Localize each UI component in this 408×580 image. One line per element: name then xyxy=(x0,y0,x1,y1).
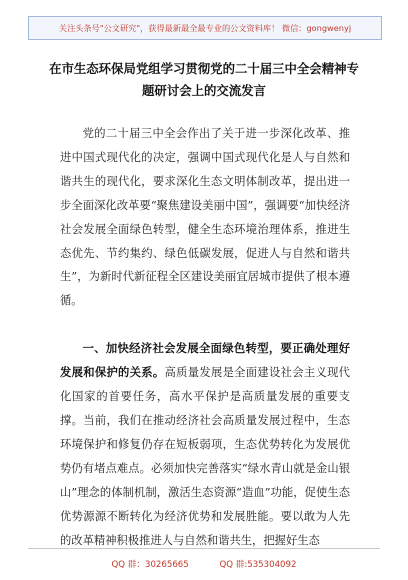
section-heading: 一、加快经济社会发展全面绿色转型，要正确处理好发展和保护的关系。 xyxy=(60,342,350,380)
footer-qq-group-1: QQ 群：30265665 xyxy=(111,560,189,570)
footer-qq-group-2: QQ 群:535304092 xyxy=(219,560,297,570)
footer-divider xyxy=(28,548,380,549)
document-body xyxy=(60,122,350,552)
footer xyxy=(28,558,380,570)
page-title: 在市生态环保局党组学习贯彻党的二十届三中全会精神专题研讨会上的交流发言 xyxy=(49,61,359,98)
header-banner: 关注头条号"公文研究"，获得最新最全最专业的公文资料库！ 微信：gongwenyj xyxy=(28,16,382,40)
section-text: 高质量发展是全面建设社会主义现代化国家的首要任务，高水平保护是高质量发展的重要支撑。当前，我们在推动经济社会高质量发展过程中，生态环境保护和修复仍存在短板弱项，生态优势转化为发展优势仍有堵点难点。必须加快完善落实“绿水青山就是金山银山”理念的体制机制，激活生态资源“造血”功能，促使生态优势源源不断转化为经济优势和发展胜能。要以敢为人先的改革精神积极推进人与自然和谐共生，把握好生态 xyxy=(60,366,350,547)
body-paragraph: 党的二十届三中全会作出了关于进一步深化改革、推进中国式现代化的决定，强调中国式现代化是人与自然和谐共生的现代化，要求深化生态文明体制改革，提出进一步全面深化改革要“聚焦建设美丽中国”，强调要“加快经济社会发展全面绿色转型，健全生态环境治理体系，推进生态优先、节约集约、绿色低碳发展，促进人与自然和谐共生”，为新时代新征程全区建设美丽宜居城市提供了根本遵循。 xyxy=(60,127,350,308)
body-paragraph xyxy=(60,337,350,552)
